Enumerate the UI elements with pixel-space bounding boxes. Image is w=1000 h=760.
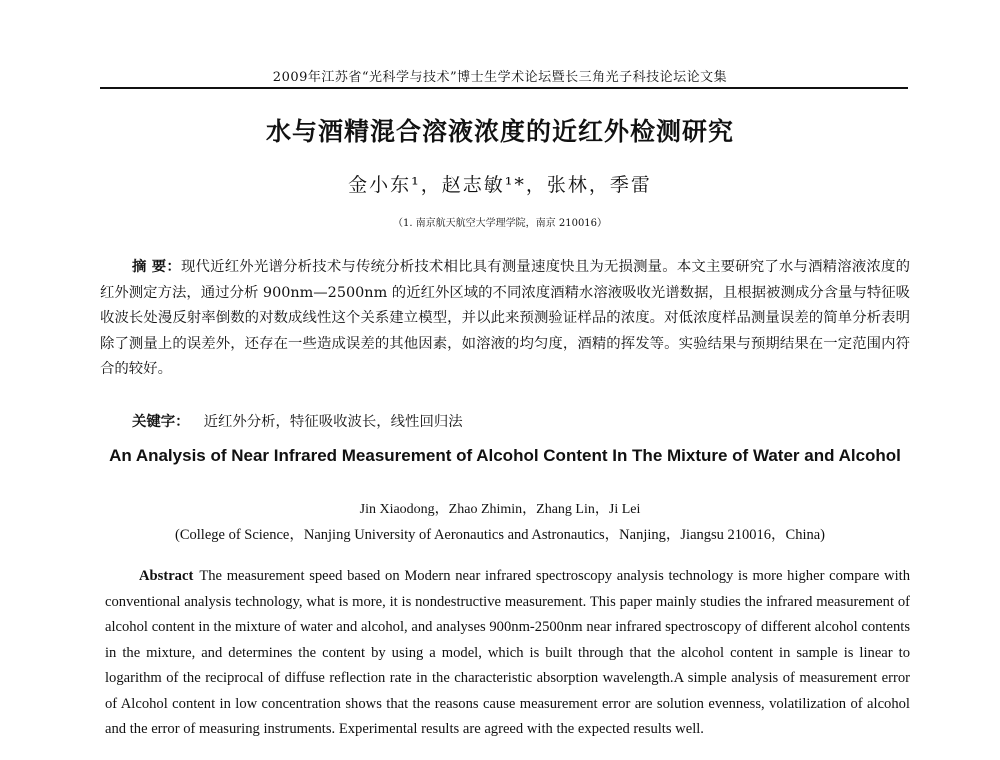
abstract-chinese-text: 现代近红外光谱分析技术与传统分析技术相比具有测量速度快且为无损测量。本文主要研究了水与酒精溶液浓度的红外测定方法，通过分析 900nm—2500nm 的近红外区域的不同浓度酒精水溶液吸收光谱数据，且根据被测成分含量与特征吸收波长处漫反射率倒数的对数成线性这个关系建立模型，并以此来预测验证样品的浓度。对低浓度样品测量误差的简单分析表明除了测量上的误差外，还存在一些造成误差的其他因素，如溶液的均匀度，酒精的挥发等。实验结果与预期结果在一定范围内符合的较好。 [100, 259, 910, 377]
keywords-chinese-text: 近红外分析，特征吸收波长，线性回归法 [203, 414, 463, 430]
abstract-chinese [100, 254, 910, 383]
paper-title-english: An Analysis of Near Infrared Measurement of Alcohol Content In The Mixture of Water and Alcohol [109, 446, 901, 465]
keywords-chinese-label: 关键字： [132, 413, 190, 430]
keywords-chinese [132, 410, 912, 431]
abstract-english [105, 564, 910, 743]
abstract-chinese-label: 摘 要： [132, 258, 181, 275]
affiliation-chinese: （1. 南京航天航空大学理学院，南京 210016） [392, 218, 608, 229]
paper-title-chinese: 水与酒精混合溶液浓度的近红外检测研究 [265, 117, 734, 146]
authors-chinese: 金小东¹，赵志敏¹*，张林，季雷 [348, 174, 652, 196]
abstract-english-text: The measurement speed based on Modern near infrared spectroscopy analysis technology is more higher compare with conventional analysis technology, what is more, it is nondestructive measurement. This paper mainly studies the infrared measurement of alcohol content in the mixture of water and alcohol, and analyses 900nm-2500nm near infrared spectroscopy of different alcohol contents in the mixture, and determines the content by using a model, which is built through that the alcohol content in sample is linear to logarithm of the reciprocal of diffuse reflection rate in the characteristic absorption wavelength.A simple analysis of measurement error of Alcohol content in low concentration shows that the reasons cause measurement error are solution evenness, volatilization of alcohol and the error of measuring instruments. Experimental results are agreed with the expected results well. [105, 568, 910, 737]
abstract-english-label: Abstract [139, 568, 194, 584]
authors-english: Jin Xiaodong，Zhao Zhimin，Zhang Lin，Ji Lei [359, 502, 641, 517]
header-divider [100, 87, 908, 89]
affiliation-english: (College of Science，Nanjing University of Aeronautics and Astronautics，Nanjing，Jiangsu 210016，China) [175, 527, 825, 543]
proceedings-header: 2009年江苏省“光科学与技术”博士生学术论坛暨长三角光子科技论坛论文集 [272, 70, 728, 85]
